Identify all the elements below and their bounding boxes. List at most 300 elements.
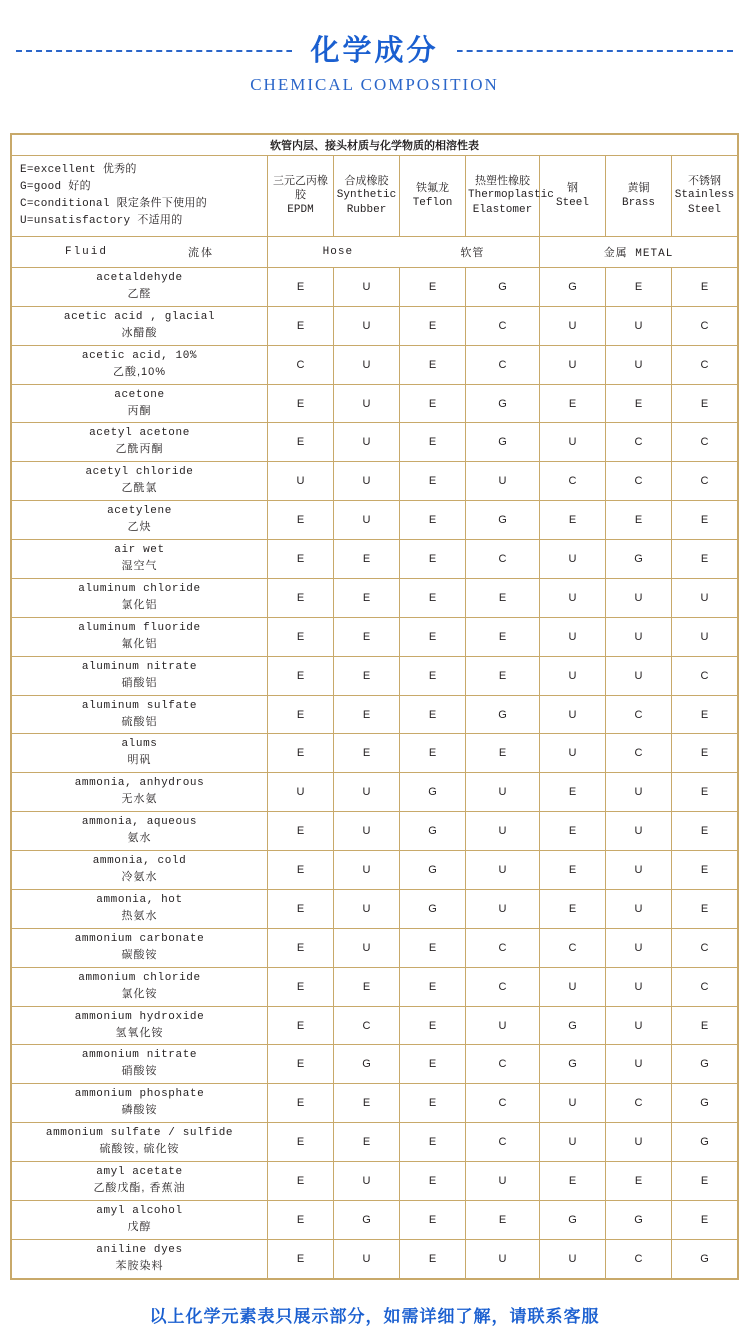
rating-cell: E: [268, 267, 334, 306]
rating-cell: E: [400, 267, 466, 306]
material-header-epdm-cn: 三元乙丙橡胶: [273, 174, 328, 202]
rating-cell: C: [606, 423, 672, 462]
rating-cell: E: [672, 812, 738, 851]
fluid-name-en: ammonia, cold: [92, 855, 187, 868]
rating-cell: E: [400, 1162, 466, 1201]
rating-cell: E: [400, 1045, 466, 1084]
fluid-name-en: aluminum sulfate: [81, 699, 198, 712]
rating-cell: U: [268, 773, 334, 812]
rating-cell: C: [466, 1123, 540, 1162]
fluid-name-en: acetone: [114, 388, 165, 401]
rating-cell: E: [268, 306, 334, 345]
rating-cell: G: [466, 384, 540, 423]
fluid-name-cell: [12, 1006, 268, 1045]
compatibility-table-container: [10, 133, 739, 1280]
table-row: [12, 384, 738, 423]
rating-cell: G: [540, 267, 606, 306]
fluid-name-cell: [12, 734, 268, 773]
fluid-name-cell: [12, 928, 268, 967]
material-header-thermoplastic-elastomer-en: Thermoplastic Elastomer: [468, 189, 554, 217]
fluid-name-cell: [12, 851, 268, 890]
rating-cell: U: [466, 1239, 540, 1278]
rating-cell: U: [606, 851, 672, 890]
fluid-name-cn: 乙酸戊酯, 香蕉油: [93, 1182, 186, 1195]
rating-cell: U: [466, 889, 540, 928]
material-header-epdm: [268, 155, 334, 236]
rating-cell: E: [466, 578, 540, 617]
rating-cell: U: [606, 345, 672, 384]
table-body: [12, 267, 738, 1278]
rating-cell: U: [334, 1239, 400, 1278]
fluid-name-en: aluminum chloride: [78, 582, 201, 595]
rating-cell: G: [466, 267, 540, 306]
fluid-name-cell: [12, 1045, 268, 1084]
rating-cell: E: [268, 423, 334, 462]
rating-cell: E: [268, 695, 334, 734]
fluid-name-cn: 硝酸铝: [121, 676, 158, 689]
rating-cell: G: [672, 1123, 738, 1162]
rating-cell: E: [400, 462, 466, 501]
table-title-row: [12, 134, 738, 155]
fluid-name-cell: [12, 578, 268, 617]
rating-cell: C: [540, 462, 606, 501]
table-group-row: [12, 236, 738, 267]
rating-cell: U: [334, 501, 400, 540]
legend-line-2: G=good 好的: [20, 180, 91, 193]
rating-cell: G: [540, 1045, 606, 1084]
fluid-name-cn: 热氨水: [121, 909, 158, 922]
fluid-name-cell: [12, 889, 268, 928]
fluid-name-cn: 氨水: [127, 832, 152, 845]
rating-cell: U: [540, 617, 606, 656]
rating-cell: U: [540, 734, 606, 773]
rating-cell: U: [334, 1162, 400, 1201]
rating-cell: E: [268, 812, 334, 851]
rating-cell: E: [268, 928, 334, 967]
compatibility-table: [11, 134, 738, 1279]
group-fluid-cn: 流体: [187, 247, 214, 260]
rating-cell: U: [606, 1006, 672, 1045]
rating-cell: E: [268, 540, 334, 579]
rating-cell: E: [268, 1162, 334, 1201]
rating-cell: E: [400, 734, 466, 773]
fluid-name-cn: 硫酸铵, 硫化铵: [99, 1143, 180, 1156]
fluid-name-en: ammonium phosphate: [74, 1088, 205, 1101]
rating-cell: U: [540, 967, 606, 1006]
group-fluid: [12, 236, 268, 267]
legend-cell: [12, 155, 268, 236]
rating-cell: U: [466, 851, 540, 890]
fluid-name-cn: 氯化铝: [121, 598, 158, 611]
table-row: [12, 1006, 738, 1045]
rating-cell: U: [466, 773, 540, 812]
rating-cell: C: [466, 1084, 540, 1123]
rating-cell: C: [466, 306, 540, 345]
rating-cell: E: [606, 384, 672, 423]
rating-cell: C: [606, 734, 672, 773]
rating-cell: U: [334, 423, 400, 462]
material-header-stainless-steel: [672, 155, 738, 236]
rating-cell: E: [606, 1162, 672, 1201]
fluid-name-en: ammonia, aqueous: [81, 816, 198, 829]
fluid-name-cn: 氢氧化铵: [115, 1026, 164, 1039]
fluid-name-en: ammonia, anhydrous: [74, 777, 205, 790]
rating-cell: U: [268, 462, 334, 501]
rating-cell: C: [466, 1045, 540, 1084]
rating-cell: E: [268, 501, 334, 540]
rating-cell: E: [466, 656, 540, 695]
fluid-name-cell: [12, 540, 268, 579]
rating-cell: C: [672, 306, 738, 345]
fluid-name-cell: [12, 656, 268, 695]
fluid-name-en: aluminum nitrate: [81, 660, 198, 673]
material-header-stainless-steel-en: Stainless Steel: [674, 189, 735, 217]
rating-cell: U: [334, 773, 400, 812]
rating-cell: U: [540, 1084, 606, 1123]
fluid-name-cn: 乙酰丙酮: [115, 443, 164, 456]
rating-cell: C: [606, 1239, 672, 1278]
rating-cell: U: [672, 617, 738, 656]
table-row: [12, 1162, 738, 1201]
rating-cell: G: [334, 1200, 400, 1239]
fluid-name-cn: 硫酸铝: [121, 715, 158, 728]
table-row: [12, 617, 738, 656]
fluid-name-cn: 碳酸铵: [121, 948, 158, 961]
rating-cell: G: [400, 851, 466, 890]
rating-cell: E: [268, 617, 334, 656]
fluid-name-cn: 氟化铝: [121, 637, 158, 650]
table-row: [12, 1200, 738, 1239]
material-header-synthetic-rubber-cn: 合成橡胶: [344, 174, 389, 187]
rating-cell: E: [400, 501, 466, 540]
rating-cell: C: [672, 967, 738, 1006]
rating-cell: E: [268, 734, 334, 773]
table-row: [12, 540, 738, 579]
fluid-name-cell: [12, 773, 268, 812]
rating-cell: G: [606, 540, 672, 579]
rating-cell: U: [540, 306, 606, 345]
rating-cell: E: [672, 695, 738, 734]
rating-cell: U: [606, 812, 672, 851]
fluid-name-cell: [12, 501, 268, 540]
fluid-name-en: amyl alcohol: [96, 1204, 183, 1217]
fluid-name-cell: [12, 1084, 268, 1123]
rating-cell: C: [672, 345, 738, 384]
rating-cell: E: [400, 1084, 466, 1123]
table-row: [12, 306, 738, 345]
table-row: [12, 267, 738, 306]
table-row: [12, 773, 738, 812]
fluid-name-cn: 磷酸铵: [121, 1104, 158, 1117]
fluid-name-en: acetyl chloride: [85, 466, 194, 479]
rating-cell: C: [672, 928, 738, 967]
rating-cell: U: [540, 345, 606, 384]
rating-cell: G: [466, 423, 540, 462]
rating-cell: E: [540, 812, 606, 851]
rating-cell: E: [334, 1123, 400, 1162]
rating-cell: E: [400, 423, 466, 462]
rating-cell: C: [606, 695, 672, 734]
rating-cell: G: [540, 1200, 606, 1239]
rating-cell: E: [268, 1045, 334, 1084]
fluid-name-en: alums: [121, 738, 158, 751]
rating-cell: E: [334, 967, 400, 1006]
rating-cell: E: [672, 267, 738, 306]
material-header-teflon: [400, 155, 466, 236]
rating-cell: E: [334, 578, 400, 617]
fluid-name-en: ammonia, hot: [96, 893, 183, 906]
rating-cell: C: [672, 462, 738, 501]
rating-cell: E: [672, 773, 738, 812]
rating-cell: U: [672, 578, 738, 617]
rating-cell: U: [606, 773, 672, 812]
rating-cell: U: [540, 578, 606, 617]
fluid-name-en: ammonium sulfate / sulfide: [45, 1127, 234, 1140]
table-header-row: [12, 155, 738, 236]
fluid-name-cn: 乙酰氯: [121, 482, 158, 495]
rating-cell: E: [400, 967, 466, 1006]
rating-cell: E: [672, 889, 738, 928]
rating-cell: G: [466, 695, 540, 734]
rating-cell: C: [466, 540, 540, 579]
material-header-steel-cn: 钢: [567, 182, 578, 195]
group-hose-cn: 软管: [460, 247, 485, 260]
rating-cell: E: [268, 656, 334, 695]
group-metal: 金属 METAL: [540, 236, 738, 267]
rating-cell: U: [606, 578, 672, 617]
rating-cell: E: [672, 734, 738, 773]
fluid-name-cn: 乙酸,10%: [112, 365, 167, 378]
rating-cell: G: [334, 1045, 400, 1084]
fluid-name-cell: [12, 423, 268, 462]
rating-cell: G: [466, 501, 540, 540]
material-header-thermoplastic-elastomer-cn: 热塑性橡胶: [475, 174, 530, 187]
rating-cell: G: [400, 812, 466, 851]
legend-line-3: C=conditional 限定条件下使用的: [20, 197, 208, 210]
rating-cell: E: [400, 656, 466, 695]
fluid-name-en: ammonium chloride: [78, 971, 201, 984]
material-header-brass-en: Brass: [621, 196, 655, 209]
rating-cell: C: [606, 462, 672, 501]
rating-cell: G: [606, 1200, 672, 1239]
fluid-name-cn: 戊醇: [127, 1220, 152, 1233]
rating-cell: U: [334, 384, 400, 423]
legend-line-4: U=unsatisfactory 不适用的: [20, 214, 183, 227]
table-row: [12, 812, 738, 851]
fluid-name-cn: 冷氨水: [121, 871, 158, 884]
rating-cell: E: [400, 695, 466, 734]
rating-cell: G: [672, 1239, 738, 1278]
rating-cell: C: [606, 1084, 672, 1123]
material-header-epdm-en: EPDM: [287, 204, 314, 217]
rating-cell: U: [466, 1006, 540, 1045]
rating-cell: E: [606, 267, 672, 306]
rating-cell: E: [466, 734, 540, 773]
rating-cell: E: [400, 384, 466, 423]
rating-cell: U: [334, 889, 400, 928]
fluid-name-cell: [12, 1123, 268, 1162]
rating-cell: E: [540, 384, 606, 423]
fluid-name-cell: [12, 267, 268, 306]
fluid-name-en: acetic acid , glacial: [63, 310, 216, 323]
rating-cell: U: [606, 1045, 672, 1084]
rating-cell: E: [334, 734, 400, 773]
table-row: [12, 656, 738, 695]
material-header-brass: [606, 155, 672, 236]
table-title: 软管内层、接头材质与化学物质的相溶性表: [12, 134, 738, 155]
material-header-teflon-cn: 铁氟龙: [416, 182, 449, 195]
rating-cell: U: [334, 267, 400, 306]
rating-cell: U: [466, 812, 540, 851]
rating-cell: C: [466, 345, 540, 384]
fluid-name-cell: [12, 967, 268, 1006]
rating-cell: E: [672, 540, 738, 579]
rating-cell: E: [400, 1123, 466, 1162]
table-row: [12, 462, 738, 501]
rating-cell: U: [334, 306, 400, 345]
material-header-teflon-en: Teflon: [412, 196, 453, 209]
rating-cell: E: [334, 656, 400, 695]
rating-cell: U: [606, 1123, 672, 1162]
fluid-name-cell: [12, 384, 268, 423]
fluid-name-cell: [12, 695, 268, 734]
fluid-name-cn: 苯胺染料: [115, 1259, 164, 1272]
footer-note: 以上化学元素表只展示部分，如需详细了解，请联系客服: [149, 1306, 600, 1326]
rating-cell: E: [268, 384, 334, 423]
rating-cell: C: [672, 656, 738, 695]
rating-cell: U: [606, 967, 672, 1006]
material-header-synthetic-rubber: [334, 155, 400, 236]
fluid-name-en: ammonium hydroxide: [74, 1010, 205, 1023]
rating-cell: E: [400, 578, 466, 617]
rating-cell: G: [400, 889, 466, 928]
rating-cell: E: [268, 889, 334, 928]
rating-cell: E: [334, 695, 400, 734]
table-row: [12, 734, 738, 773]
rating-cell: E: [268, 1123, 334, 1162]
material-header-steel-en: Steel: [555, 196, 589, 209]
fluid-name-cn: 丙酮: [127, 404, 152, 417]
fluid-name-en: aluminum fluoride: [78, 621, 201, 634]
rating-cell: E: [672, 1162, 738, 1201]
rating-cell: E: [540, 773, 606, 812]
table-row: [12, 1045, 738, 1084]
fluid-name-cell: [12, 1239, 268, 1278]
fluid-name-en: ammonium carbonate: [74, 932, 205, 945]
material-header-brass-cn: 黄铜: [627, 182, 650, 195]
fluid-name-cn: 氯化铵: [121, 987, 158, 1000]
page-title: 化学成分: [292, 34, 456, 69]
rating-cell: U: [334, 462, 400, 501]
rating-cell: U: [334, 345, 400, 384]
fluid-name-cn: 硝酸铵: [121, 1065, 158, 1078]
page-header: [0, 0, 749, 95]
rating-cell: E: [672, 384, 738, 423]
table-row: [12, 695, 738, 734]
table-row: [12, 578, 738, 617]
fluid-name-cell: [12, 462, 268, 501]
rating-cell: E: [268, 1006, 334, 1045]
fluid-name-cn: 明矾: [127, 754, 152, 767]
rating-cell: E: [268, 1200, 334, 1239]
table-row: [12, 423, 738, 462]
rating-cell: E: [268, 1239, 334, 1278]
rating-cell: U: [606, 889, 672, 928]
rating-cell: E: [400, 306, 466, 345]
fluid-name-cn: 湿空气: [121, 560, 158, 573]
fluid-name-cell: [12, 617, 268, 656]
rating-cell: E: [400, 1200, 466, 1239]
fluid-name-en: air wet: [114, 544, 165, 557]
rating-cell: E: [400, 345, 466, 384]
rating-cell: E: [400, 1006, 466, 1045]
table-row: [12, 967, 738, 1006]
rating-cell: E: [606, 501, 672, 540]
rating-cell: E: [334, 1084, 400, 1123]
group-hose-en: Hose: [322, 245, 354, 258]
rating-cell: E: [268, 967, 334, 1006]
rating-cell: U: [540, 656, 606, 695]
group-fluid-en: Fluid: [64, 245, 108, 258]
rating-cell: E: [540, 851, 606, 890]
rating-cell: E: [672, 1006, 738, 1045]
table-row: [12, 345, 738, 384]
table-row: [12, 501, 738, 540]
fluid-name-cell: [12, 812, 268, 851]
material-header-synthetic-rubber-en: Synthetic Rubber: [336, 189, 397, 217]
rating-cell: E: [540, 889, 606, 928]
rating-cell: C: [334, 1006, 400, 1045]
rating-cell: E: [334, 540, 400, 579]
rating-cell: U: [540, 423, 606, 462]
rating-cell: U: [606, 617, 672, 656]
rating-cell: C: [466, 967, 540, 1006]
fluid-name-en: acetic acid, 10%: [81, 349, 198, 362]
rating-cell: U: [540, 1239, 606, 1278]
rating-cell: E: [672, 1200, 738, 1239]
fluid-name-cell: [12, 345, 268, 384]
fluid-name-en: ammonium nitrate: [81, 1049, 198, 1062]
fluid-name-en: acetyl acetone: [89, 427, 190, 440]
fluid-name-cell: [12, 1200, 268, 1239]
rating-cell: E: [540, 1162, 606, 1201]
page-subtitle: CHEMICAL COMPOSITION: [250, 74, 499, 94]
group-hose: [268, 236, 540, 267]
fluid-name-cell: [12, 306, 268, 345]
fluid-name-cell: [12, 1162, 268, 1201]
fluid-name-cn: 乙炔: [127, 521, 152, 534]
rating-cell: E: [466, 1200, 540, 1239]
table-row: [12, 1084, 738, 1123]
fluid-name-en: aniline dyes: [96, 1243, 183, 1256]
table-row: [12, 889, 738, 928]
rating-cell: E: [540, 501, 606, 540]
legend-line-1: E=excellent 优秀的: [20, 163, 137, 176]
fluid-name-en: amyl acetate: [96, 1166, 183, 1179]
rating-cell: U: [334, 812, 400, 851]
rating-cell: E: [400, 928, 466, 967]
rating-cell: E: [268, 578, 334, 617]
rating-cell: U: [540, 540, 606, 579]
rating-cell: G: [672, 1045, 738, 1084]
rating-cell: E: [672, 501, 738, 540]
rating-cell: C: [672, 423, 738, 462]
table-row: [12, 1123, 738, 1162]
rating-cell: E: [268, 851, 334, 890]
fluid-name-cn: 无水氨: [121, 793, 158, 806]
rating-cell: U: [466, 462, 540, 501]
rating-cell: C: [540, 928, 606, 967]
